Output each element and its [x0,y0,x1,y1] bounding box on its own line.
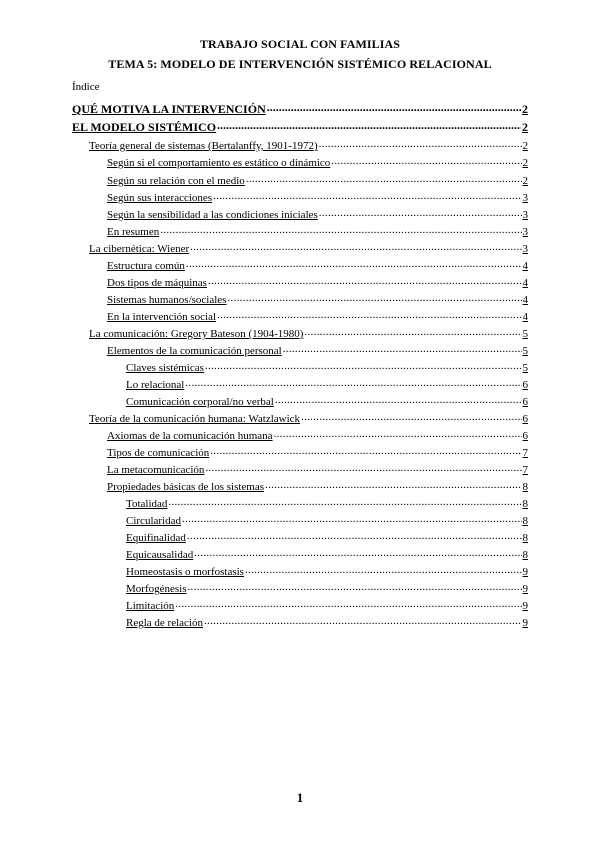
toc-entry-claves-sistemicas[interactable]: Claves sistémicas ..... 5 [126,360,528,374]
toc-entry-que-motiva[interactable]: QUÉ MOTIVA LA INTERVENCIÓN ..... 2 [72,101,528,117]
toc-entry-modelo-sistemico[interactable]: EL MODELO SISTÉMICO ..... 2 [72,119,528,135]
toc-entry-equifinalidad[interactable]: Equifinalidad ..... 8 [126,530,528,544]
toc-entry-comportamiento[interactable]: Según si el comportamiento es estático o dinámico ..... 2 [107,155,528,169]
toc-entry-teoria-general[interactable]: Teoría general de sistemas (Bertalanffy, 1901-1972) ..... 2 [89,138,528,152]
toc-entry-sistemas-humanos[interactable]: Sistemas humanos/sociales ..... 4 [107,292,528,306]
toc-entry-regla-relacion[interactable]: Regla de relación ..... 9 [126,615,528,629]
toc-entry-watzlawick[interactable]: Teoría de la comunicación humana: Watzlawick ..... 6 [89,411,528,425]
toc-entry-cibernetica[interactable]: La cibernética: Wiener ..... 3 [89,241,528,255]
index-heading: Índice [72,81,100,93]
toc-entry-dos-tipos[interactable]: Dos tipos de máquinas ..... 4 [107,275,528,289]
toc-entry-metacomunicacion[interactable]: La metacomunicación ..... 7 [107,462,528,476]
toc-entry-limitacion[interactable]: Limitación ..... 9 [126,598,528,612]
toc-entry-en-resumen[interactable]: En resumen ..... 3 [107,224,528,238]
toc-entry-sensibilidad[interactable]: Según la sensibilidad a las condiciones iniciales ..... 3 [107,207,528,221]
toc-entry-comunicacion-bateson[interactable]: La comunicación: Gregory Bateson (1904-1980) ..... 5 [89,326,528,340]
toc-entry-comunicacion-corporal[interactable]: Comunicación corporal/no verbal ..... 6 [126,394,528,408]
toc-entry-relacion-medio[interactable]: Según su relación con el medio ..... 2 [107,173,528,187]
toc-entry-circularidad[interactable]: Circularidad ..... 8 [126,513,528,527]
toc-entry-propiedades[interactable]: Propiedades básicas de los sistemas ..... 8 [107,479,528,493]
toc-entry-axiomas[interactable]: Axiomas de la comunicación humana ..... 6 [107,428,528,442]
toc-entry-lo-relacional[interactable]: Lo relacional ..... 6 [126,377,528,391]
toc-entry-tipos-comunicacion[interactable]: Tipos de comunicación ..... 7 [107,445,528,459]
toc-entry-estructura-comun[interactable]: Estructura común ..... 4 [107,258,528,272]
toc-entry-interacciones[interactable]: Según sus interacciones ..... 3 [107,190,528,204]
toc-entry-homeostasis[interactable]: Homeostasis o morfostasis ..... 9 [126,564,528,578]
toc-entry-elementos-comunicacion[interactable]: Elementos de la comunicación personal ..... 5 [107,343,528,357]
topic-title: TEMA 5: MODELO DE INTERVENCIÓN SISTÉMICO RELACIONAL [108,57,492,71]
page-number: 1 [296,790,304,805]
toc-entry-intervencion-social[interactable]: En la intervención social ..... 4 [107,309,528,323]
toc-entry-morfogenesis[interactable]: Morfogénesis ..... 9 [126,581,528,595]
toc-entry-equicausalidad[interactable]: Equicausalidad ..... 8 [126,547,528,561]
course-title: TRABAJO SOCIAL CON FAMILIAS [199,37,401,51]
toc-entry-totalidad[interactable]: Totalidad ..... 8 [126,496,528,510]
